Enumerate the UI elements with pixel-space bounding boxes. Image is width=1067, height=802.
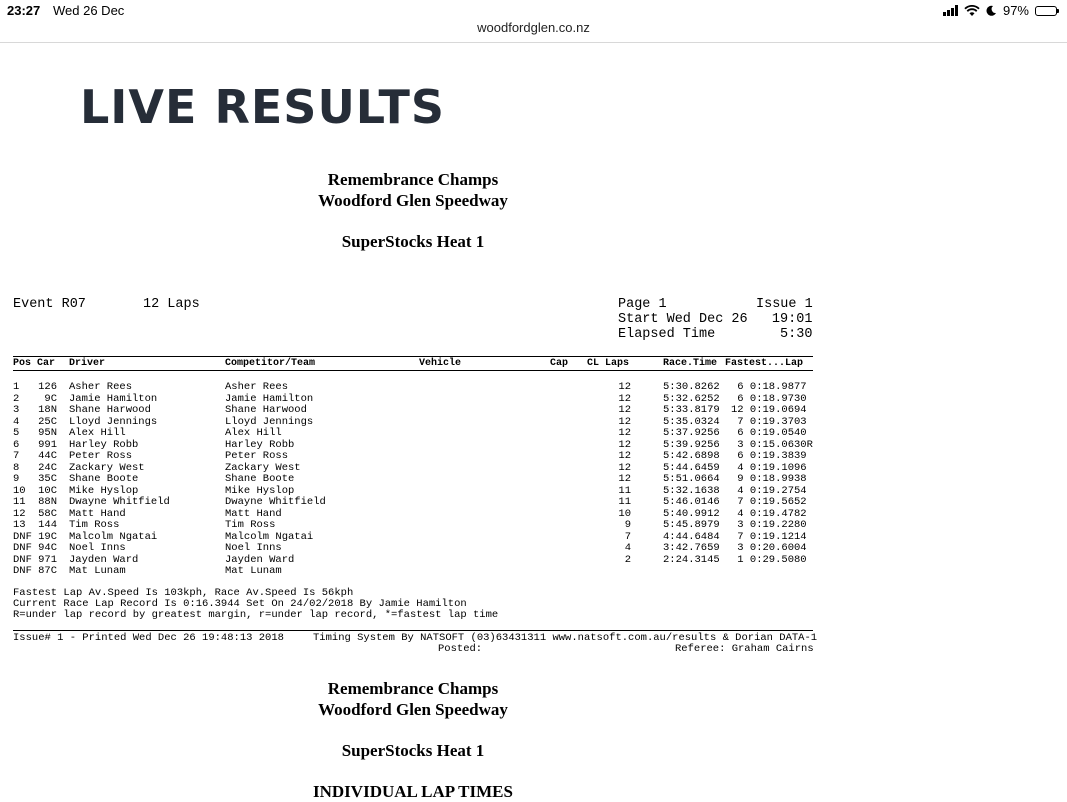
- cell-car: 25C: [38, 415, 57, 428]
- cell-team: Dwayne Whitfield: [225, 496, 326, 508]
- table-row: [0, 531, 1067, 543]
- cell-fastest: 3 0:15.0630R: [731, 438, 813, 451]
- event-laps: 12 Laps: [143, 297, 200, 312]
- cell-laps: 12: [618, 404, 631, 416]
- header-car: Car: [37, 358, 56, 369]
- cell-race-time: 4:44.6484: [663, 530, 720, 543]
- cell-fastest: 1 0:29.5080: [731, 553, 807, 566]
- cell-race-time: 5:35.0324: [663, 415, 720, 428]
- timing-info: Timing System By NATSOFT (03)63431311 www.natsoft.com.au/results & Dorian DATA-1: [313, 632, 818, 644]
- event-name-2: Remembrance Champs: [327, 679, 499, 698]
- cell-team: Asher Rees: [225, 381, 289, 393]
- table-row: [0, 462, 1067, 474]
- cell-car: 58C: [38, 507, 57, 520]
- status-icons: [943, 3, 1057, 18]
- cell-laps: 10: [618, 507, 631, 520]
- cell-laps: 11: [618, 496, 631, 508]
- record-note: Current Race Lap Record Is 0:16.3944 Set On 24/02/2018 By Jamie Hamilton: [13, 598, 467, 610]
- cell-laps: 12: [618, 450, 631, 462]
- cell-laps: 12: [618, 392, 631, 405]
- table-row: [0, 485, 1067, 497]
- cell-fastest: 4 0:19.2754: [731, 484, 807, 497]
- cell-pos: 12: [13, 507, 26, 520]
- cell-fastest: 6 0:19.0540: [731, 427, 807, 439]
- cell-car: 94C: [38, 542, 57, 554]
- divider: [13, 630, 813, 631]
- cell-car: 18N: [38, 404, 57, 416]
- cell-pos: 13: [13, 519, 26, 531]
- cell-pos: 4: [13, 415, 20, 428]
- table-row: [0, 565, 1067, 577]
- date: Wed 26 Dec: [53, 3, 125, 18]
- cell-driver: Harley Robb: [69, 438, 139, 451]
- table-row: [0, 393, 1067, 405]
- cell-fastest: 12 0:19.0694: [731, 404, 807, 416]
- cell-car: 991: [38, 438, 57, 451]
- cell-pos: 3: [13, 404, 20, 416]
- cell-pos: 9: [13, 473, 20, 485]
- cell-pos: 8: [13, 461, 20, 474]
- cell-team: Tim Ross: [225, 519, 276, 531]
- cell-driver: Alex Hill: [69, 427, 126, 439]
- cell-driver: Mat Lunam: [69, 565, 126, 577]
- cell-driver: Peter Ross: [69, 450, 133, 462]
- moon-icon: [986, 5, 997, 16]
- legend-note: R=under lap record by greatest margin, r=under lap record, *=fastest lap time: [13, 609, 499, 621]
- event-name: Remembrance Champs: [327, 170, 499, 189]
- cell-laps: 12: [618, 427, 631, 439]
- table-row: [0, 554, 1067, 566]
- cell-team: Jayden Ward: [225, 553, 295, 566]
- venue-name-2: Woodford Glen Speedway: [318, 700, 508, 719]
- cell-driver: Lloyd Jennings: [69, 415, 158, 428]
- cell-team: Noel Inns: [225, 542, 282, 554]
- cell-fastest: 3 0:20.6004: [731, 542, 807, 554]
- cell-car: 144: [38, 519, 57, 531]
- cell-driver: Jamie Hamilton: [69, 392, 158, 405]
- cell-team: Shane Boote: [225, 473, 295, 485]
- table-row: [0, 404, 1067, 416]
- cell-car: 126: [38, 381, 57, 393]
- cell-team: Mike Hyslop: [225, 484, 295, 497]
- cell-team: Jamie Hamilton: [225, 392, 314, 405]
- cell-team: Matt Hand: [225, 507, 282, 520]
- cell-pos: 10: [13, 484, 26, 497]
- speed-note: Fastest Lap Av.Speed Is 103kph, Race Av.Speed Is 56kph: [13, 587, 354, 599]
- cell-race-time: 2:24.3145: [663, 553, 720, 566]
- cell-fastest: 4 0:19.4782: [731, 507, 807, 520]
- cell-pos: 6: [13, 438, 20, 451]
- cell-race-time: 5:33.8179: [663, 404, 720, 416]
- cell-pos: DNF: [13, 565, 32, 577]
- cell-pos: 7: [13, 450, 20, 462]
- cell-pos: DNF: [13, 542, 32, 554]
- cell-car: 10C: [38, 484, 57, 497]
- table-row: [0, 519, 1067, 531]
- divider: [13, 370, 813, 371]
- printed-info: Issue# 1 - Printed Wed Dec 26 19:48:13 2018: [13, 632, 284, 644]
- cell-race-time: 5:45.8979: [663, 519, 720, 531]
- issue-number: Issue 1: [756, 297, 813, 312]
- cell-driver: Jayden Ward: [69, 553, 139, 566]
- cell-team: Peter Ross: [225, 450, 289, 462]
- cell-laps: 2: [624, 553, 631, 566]
- cell-fastest: 6 0:18.9730: [731, 392, 807, 405]
- results-table: [0, 381, 1067, 577]
- cell-laps: 12: [618, 438, 631, 451]
- table-row: [0, 542, 1067, 554]
- cell-race-time: 5:30.8262: [663, 381, 720, 393]
- cell-fastest: 6 0:19.3839: [731, 450, 807, 462]
- cell-driver: Noel Inns: [69, 542, 126, 554]
- cell-laps: 11: [618, 484, 631, 497]
- event-number: Event R07: [13, 297, 86, 312]
- cell-team: Shane Harwood: [225, 404, 307, 416]
- table-row: [0, 381, 1067, 393]
- race-name: SuperStocks Heat 1: [341, 232, 485, 251]
- cell-team: Malcolm Ngatai: [225, 530, 314, 543]
- referee-info: Referee: Graham Cairns: [675, 643, 814, 655]
- status-bar: [0, 0, 1067, 20]
- url-text[interactable]: woodfordglen.co.nz: [477, 20, 590, 35]
- header-cl-laps: CL Laps: [587, 358, 630, 369]
- cell-fastest: 7 0:19.1214: [731, 530, 807, 543]
- cell-team: Harley Robb: [225, 438, 295, 451]
- cell-pos: 2: [13, 392, 20, 405]
- battery-percent: 97%: [1002, 3, 1029, 18]
- header-race-time: Race.Time: [663, 358, 718, 369]
- cell-laps: 12: [618, 415, 631, 428]
- signal-icon: [943, 5, 958, 16]
- table-row: [0, 439, 1067, 451]
- venue-name: Woodford Glen Speedway: [318, 191, 508, 210]
- cell-pos: DNF: [13, 530, 32, 543]
- divider: [13, 356, 813, 357]
- cell-pos: 5: [13, 427, 20, 439]
- cell-team: Zackary West: [225, 461, 301, 474]
- cell-race-time: 5:44.6459: [663, 461, 720, 474]
- lap-times-heading: INDIVIDUAL LAP TIMES: [313, 782, 513, 801]
- address-bar[interactable]: [0, 20, 1067, 43]
- cell-laps: 7: [624, 530, 631, 543]
- cell-fastest: 9 0:18.9938: [731, 473, 807, 485]
- cell-race-time: 3:42.7659: [663, 542, 720, 554]
- race-name-2: SuperStocks Heat 1: [341, 741, 485, 760]
- cell-pos: 11: [13, 496, 26, 508]
- cell-race-time: 5:32.6252: [663, 392, 720, 405]
- cell-laps: 4: [624, 542, 631, 554]
- cell-car: 88N: [38, 496, 57, 508]
- start-time: Start Wed Dec 26 19:01: [618, 312, 813, 327]
- cell-race-time: 5:51.0664: [663, 473, 720, 485]
- cell-race-time: 5:37.9256: [663, 427, 720, 439]
- header-cap: Cap: [550, 358, 569, 369]
- cell-car: 87C: [38, 565, 57, 577]
- cell-team: Alex Hill: [225, 427, 282, 439]
- header-fastest: Fastest...Lap: [725, 358, 804, 369]
- cell-fastest: 4 0:19.1096: [731, 461, 807, 474]
- table-row: [0, 508, 1067, 520]
- clock: 23:27: [7, 3, 41, 18]
- cell-pos: 1: [13, 381, 20, 393]
- cell-team: Lloyd Jennings: [225, 415, 314, 428]
- cell-car: 9C: [44, 392, 57, 405]
- cell-laps: 12: [618, 473, 631, 485]
- cell-driver: Shane Harwood: [69, 404, 151, 416]
- table-row: [0, 427, 1067, 439]
- table-row: [0, 450, 1067, 462]
- cell-driver: Dwayne Whitfield: [69, 496, 170, 508]
- page-number: Page 1: [618, 297, 667, 312]
- cell-car: 971: [38, 553, 57, 566]
- cell-laps: 9: [624, 519, 631, 531]
- cell-fastest: 3 0:19.2280: [731, 519, 807, 531]
- cell-fastest: 6 0:18.9877: [731, 381, 807, 393]
- cell-car: 95N: [38, 427, 57, 439]
- cell-driver: Matt Hand: [69, 507, 126, 520]
- cell-driver: Asher Rees: [69, 381, 133, 393]
- table-row: [0, 416, 1067, 428]
- cell-driver: Mike Hyslop: [69, 484, 139, 497]
- battery-icon: [1035, 6, 1057, 16]
- cell-driver: Tim Ross: [69, 519, 120, 531]
- wifi-icon: [964, 5, 980, 17]
- table-row: [0, 496, 1067, 508]
- header-pos: Pos: [13, 358, 32, 369]
- cell-car: 35C: [38, 473, 57, 485]
- cell-fastest: 7 0:19.3703: [731, 415, 807, 428]
- cell-race-time: 5:46.0146: [663, 496, 720, 508]
- cell-pos: DNF: [13, 553, 32, 566]
- header-team: Competitor/Team: [225, 358, 316, 369]
- table-row: [0, 473, 1067, 485]
- cell-race-time: 5:42.6898: [663, 450, 720, 462]
- header-vehicle: Vehicle: [419, 358, 462, 369]
- cell-race-time: 5:40.9912: [663, 507, 720, 520]
- cell-laps: 12: [618, 381, 631, 393]
- posted-label: Posted:: [438, 643, 483, 655]
- cell-team: Mat Lunam: [225, 565, 282, 577]
- cell-race-time: 5:39.9256: [663, 438, 720, 451]
- cell-race-time: 5:32.1638: [663, 484, 720, 497]
- cell-car: 19C: [38, 530, 57, 543]
- cell-fastest: 7 0:19.5652: [731, 496, 807, 508]
- cell-car: 44C: [38, 450, 57, 462]
- elapsed-time: Elapsed Time 5:30: [618, 327, 813, 342]
- cell-driver: Zackary West: [69, 461, 145, 474]
- cell-car: 24C: [38, 461, 57, 474]
- cell-laps: 12: [618, 461, 631, 474]
- page-title: LIVE RESULTS: [80, 80, 445, 134]
- cell-driver: Shane Boote: [69, 473, 139, 485]
- header-driver: Driver: [69, 358, 106, 369]
- cell-driver: Malcolm Ngatai: [69, 530, 158, 543]
